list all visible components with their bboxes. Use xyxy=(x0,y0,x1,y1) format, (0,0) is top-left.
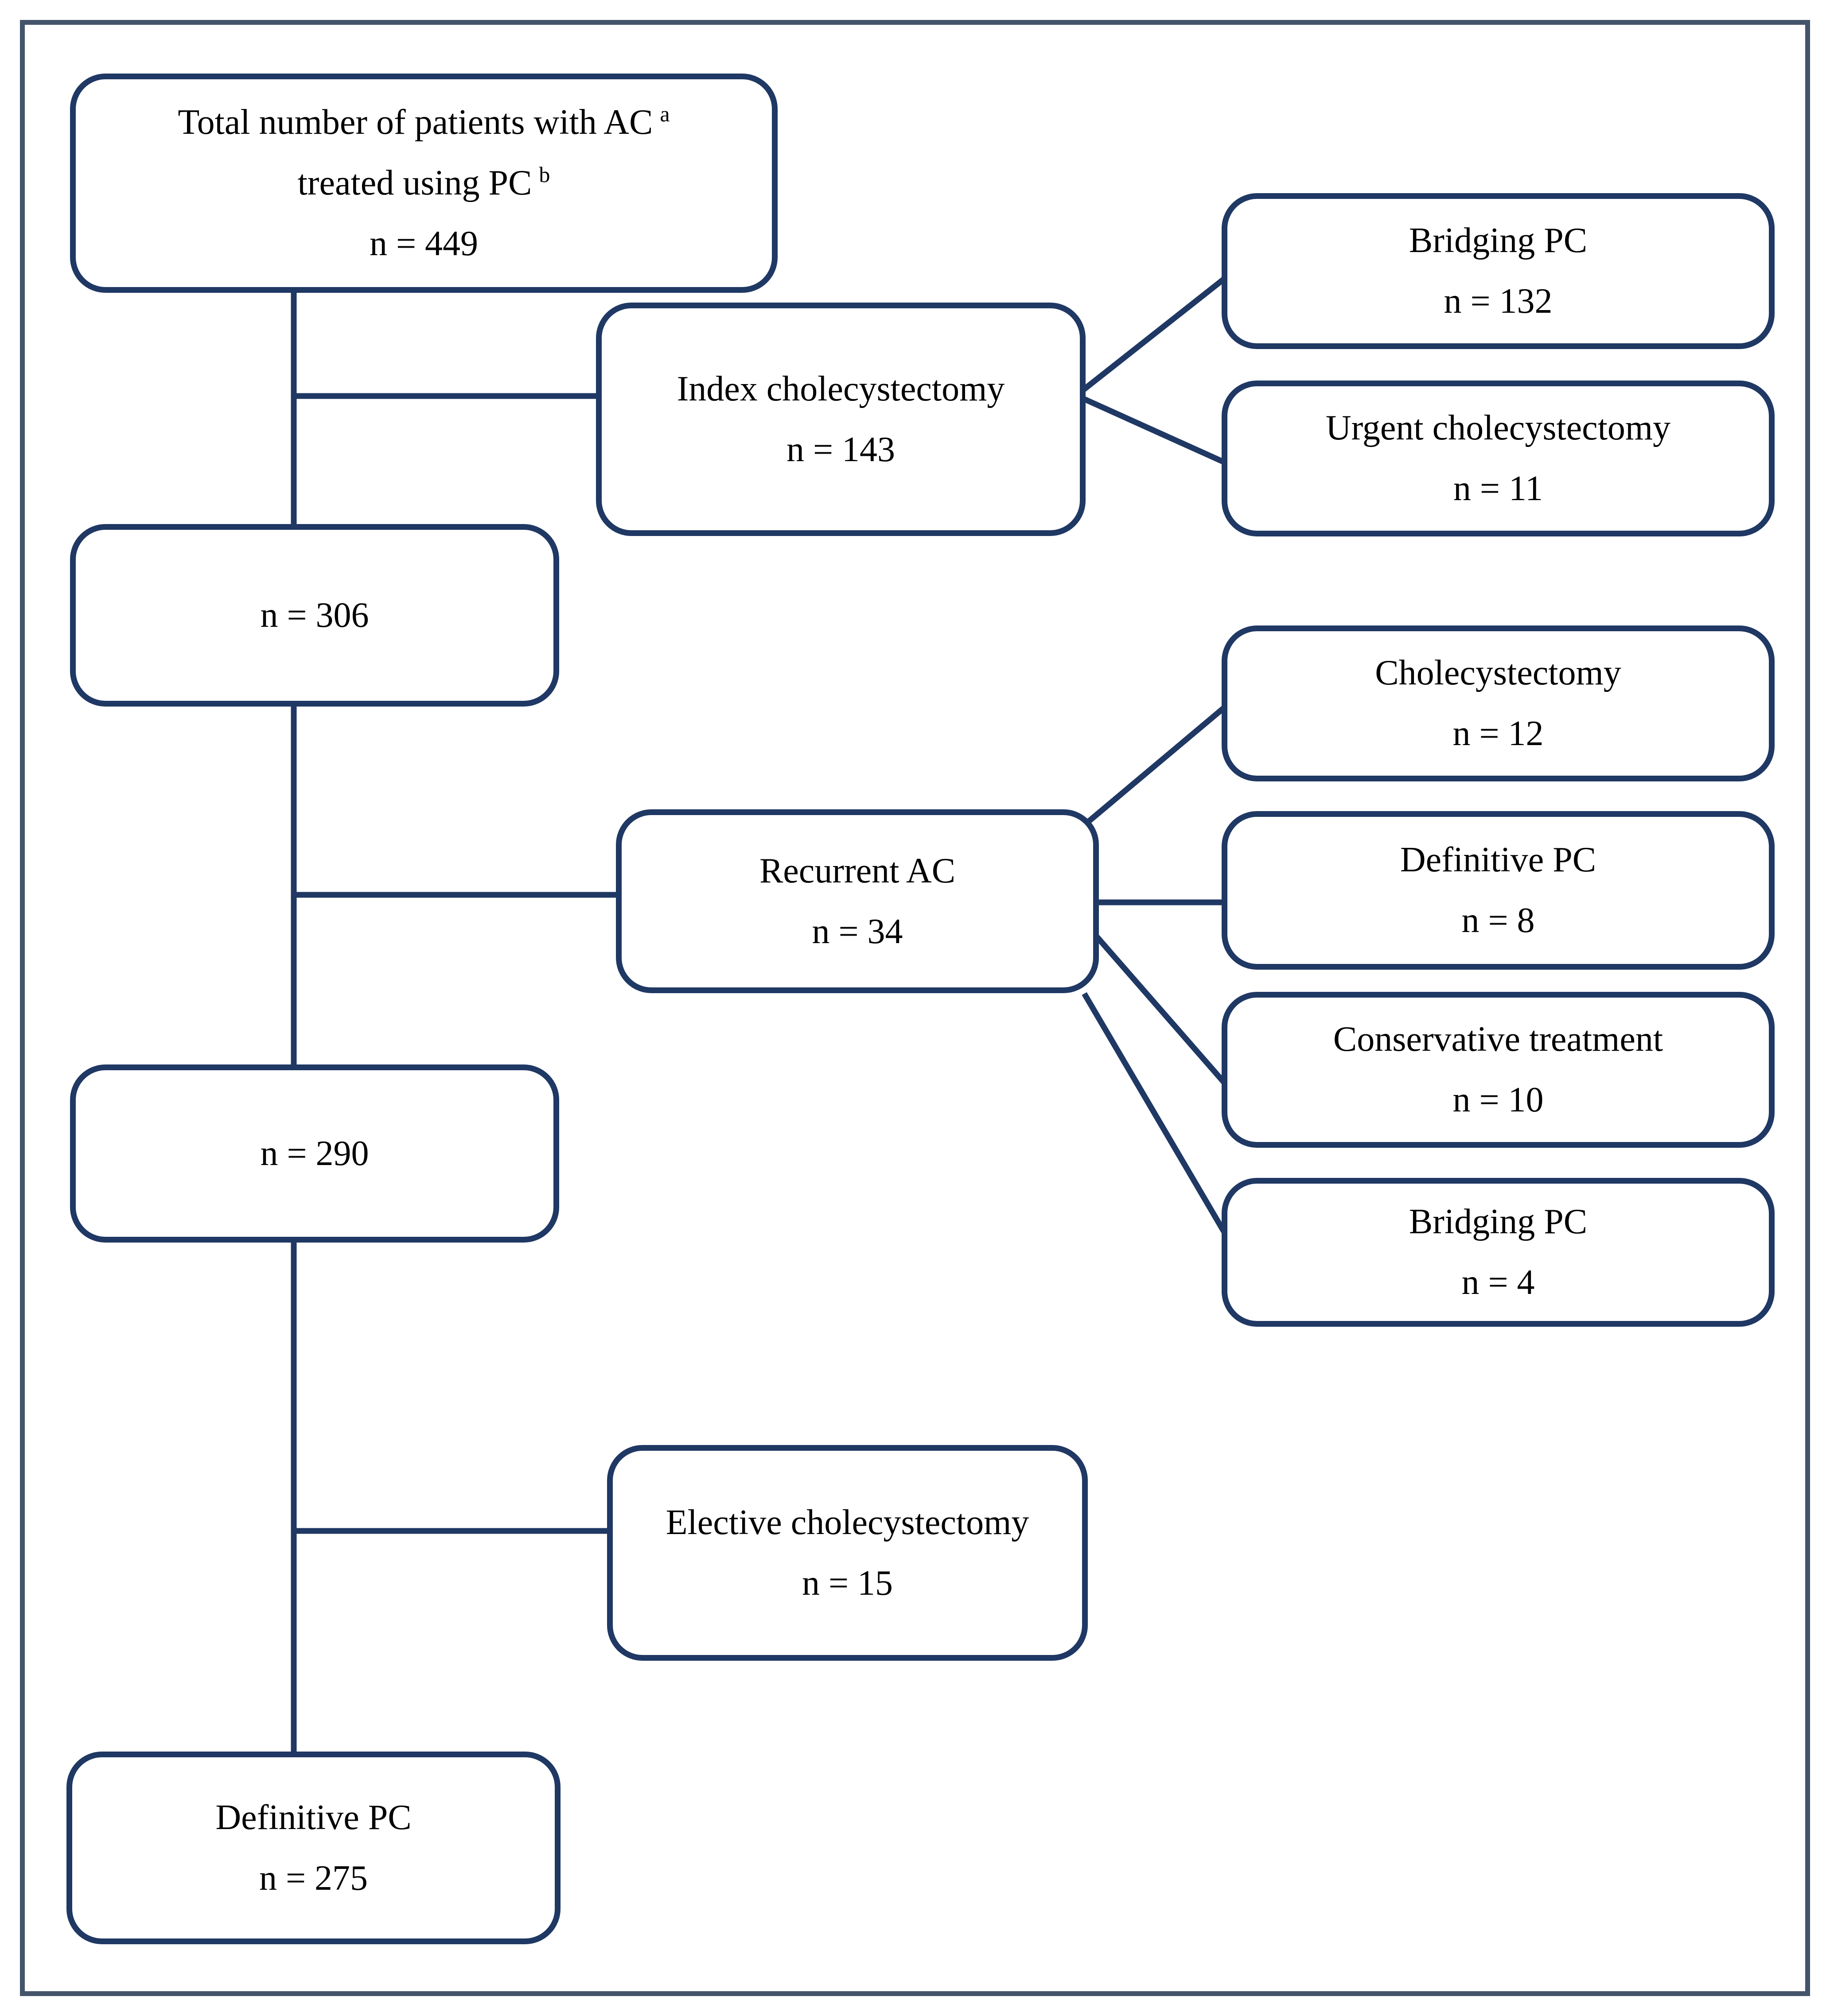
node-count: n = 132 xyxy=(1444,282,1553,321)
node-n-306 xyxy=(70,524,559,707)
node-title-line1: Total number of patients with AC $^a$ xyxy=(178,101,670,142)
node-elective-cholecystectomy xyxy=(607,1445,1088,1661)
node-count: n = 11 xyxy=(1453,469,1543,508)
node-cholecystectomy-12 xyxy=(1222,625,1775,781)
connector-recurrent-to-bridging-pc xyxy=(1084,994,1224,1231)
connector-recurrent-to-conservative xyxy=(1093,932,1224,1082)
connector-index-to-bridging-pc xyxy=(1083,279,1224,390)
node-count: n = 449 xyxy=(369,224,479,263)
node-count: n = 4 xyxy=(1461,1263,1535,1302)
node-recurrent-ac xyxy=(616,809,1099,993)
node-definitive-pc-275 xyxy=(66,1752,561,1944)
node-label: Elective cholecystectomy xyxy=(666,1503,1029,1542)
node-count: n = 12 xyxy=(1452,714,1544,753)
node-count: n = 290 xyxy=(260,1134,369,1173)
node-title-line2: treated using PC $^b$ xyxy=(297,162,550,202)
connector-index-to-urgent xyxy=(1083,399,1224,462)
node-count: n = 10 xyxy=(1452,1080,1544,1119)
node-n-290 xyxy=(70,1064,559,1243)
connector-recurrent-to-cholecystectomy xyxy=(1086,708,1224,824)
node-conservative-treatment xyxy=(1222,992,1775,1148)
node-definitive-pc-8 xyxy=(1222,811,1775,970)
superscript-b: b xyxy=(539,162,550,187)
node-label: Recurrent AC xyxy=(759,851,956,890)
node-count: n = 306 xyxy=(260,595,369,635)
node-index-cholecystectomy xyxy=(596,303,1086,536)
node-label: Cholecystectomy xyxy=(1375,653,1621,692)
node-count: n = 143 xyxy=(786,430,896,469)
node-bridging-pc-4 xyxy=(1222,1178,1775,1327)
node-label: Bridging PC xyxy=(1409,221,1588,260)
superscript-a: a xyxy=(660,101,670,127)
node-total-patients xyxy=(70,74,778,293)
node-label: Conservative treatment xyxy=(1333,1020,1663,1059)
node-label: Index cholecystectomy xyxy=(677,369,1005,408)
node-count: n = 275 xyxy=(259,1858,368,1898)
node-count: n = 34 xyxy=(812,912,903,951)
node-label: Bridging PC xyxy=(1409,1202,1588,1241)
node-label: Definitive PC xyxy=(215,1798,412,1837)
node-urgent-cholecystectomy xyxy=(1222,381,1775,536)
node-count: n = 15 xyxy=(802,1563,893,1603)
node-bridging-pc-132 xyxy=(1222,193,1775,349)
node-label: Definitive PC xyxy=(1400,840,1596,879)
node-count: n = 8 xyxy=(1461,901,1535,940)
node-label: Urgent cholecystectomy xyxy=(1325,408,1671,447)
